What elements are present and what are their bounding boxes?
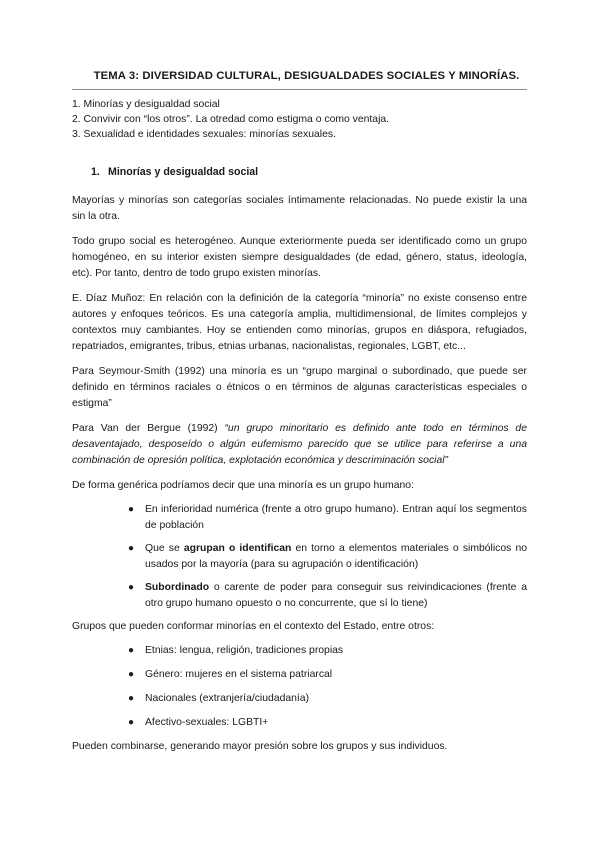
van-der-bergue-quote: “un grupo minoritario es definido ante todo en términos de desaventajado, desposeído o algún eufemismo parecido que se utilice para referirse a una combinación de opresión política, explotación económica y descriminación social” [72,423,527,466]
paragraph-grupos-estado: Grupos que pueden conformar minorías en el contexto del Estado, entre otros: [72,621,435,632]
bullet-text-post: en torno a elementos materiales o simbólicos no usados por la mayoría (para su agrupación o identificación) [145,543,528,570]
bullet-text: Género: mujeres en el sistema patriarcal [145,669,333,680]
paragraph-van-der-bergue [72,421,527,469]
title-divider [72,89,527,90]
bullet-icon: ● [128,543,135,554]
toc-item-3: 3. Sexualidad e identidades sexuales: minorías sexuales. [72,129,336,140]
list-item [128,667,527,683]
bullet-icon: ● [128,717,135,728]
table-of-contents [72,97,527,142]
paragraph-grupo-heterogeneo: Todo grupo social es heterogéneo. Aunque exteriormente pueda ser identificado como un grupo homogéneo, en su interior existen siempre desigualdades (de edad, género, status, ideología, etc). Por tanto, dentro de todo grupo existen minorías. [72,236,527,279]
bullet-text-post: o carente de poder para conseguir sus reivindicaciones (frente a otro grupo humano opuesto o no concurrente, que sí lo tiene) [145,582,527,609]
paragraph-seymour-smith: Para Seymour-Smith (1992) una minoría es un “grupo marginal o subordinado, que puede ser definido en términos raciales o étnicos o en términos de algunas características especiales o estigma” [72,366,527,409]
toc-item-2: 2. Convivir con “los otros”. La otredad como estigma o como ventaja. [72,114,390,125]
definition-bullet-list [72,502,527,612]
paragraph-diaz-munoz: E. Díaz Muñoz: En relación con la definición de la categoría “minoría” no existe consenso entre autores y enfoques teóricos. Es una categoría amplia, multidimensional, de límites complejos y contextos muy cambiantes. Hoy se entienden como minorías, grupos en diáspora, refugiados, repatriados, emigrantes, tribus, etnias urbanas, nacionalistas, regionales, LGBT, etc... [72,293,527,352]
van-der-bergue-intro: Para Van der Bergue (1992) [72,423,225,434]
list-item [128,580,527,612]
list-item [128,715,527,731]
section-number: 1. [91,166,100,178]
list-item [128,541,527,573]
bullet-text-bold: agrupan o identifican [183,543,292,554]
bullet-icon: ● [128,645,135,656]
bullet-icon: ● [128,693,135,704]
list-item [128,502,527,534]
bullet-icon: ● [128,669,135,680]
bullet-text: En inferioridad numérica (frente a otro grupo humano). Entran aquí los segmentos de población [145,504,527,531]
bullet-text: Etnias: lengua, religión, tradiciones propias [145,645,344,656]
paragraph-mayorias-minorias: Mayorías y minorías son categorías sociales íntimamente relacionadas. No puede existir la una sin la otra. [72,195,527,222]
bullet-icon: ● [128,504,135,515]
list-item [128,643,527,659]
group-bullet-list [72,643,527,731]
document-title: TEMA 3: DIVERSIDAD CULTURAL, DESIGUALDADES SOCIALES Y MINORÍAS. [93,70,520,82]
bullet-icon: ● [128,582,135,593]
bullet-text-pre: Que se [145,543,184,554]
paragraph-combinacion: Pueden combinarse, generando mayor presión sobre los grupos y sus individuos. [72,741,448,752]
section-title: Minorías y desigualdad social [108,166,259,178]
bullet-text: Afectivo-sexuales: LGBTI+ [145,717,269,728]
list-item [128,691,527,707]
bullet-text: Nacionales (extranjería/ciudadanía) [145,693,310,704]
bullet-text-bold: Subordinado [145,582,210,593]
paragraph-definicion-generica: De forma genérica podríamos decir que una minoría es un grupo humano: [72,480,414,491]
section-heading [72,166,527,178]
toc-item-1: 1. Minorías y desigualdad social [72,99,220,110]
